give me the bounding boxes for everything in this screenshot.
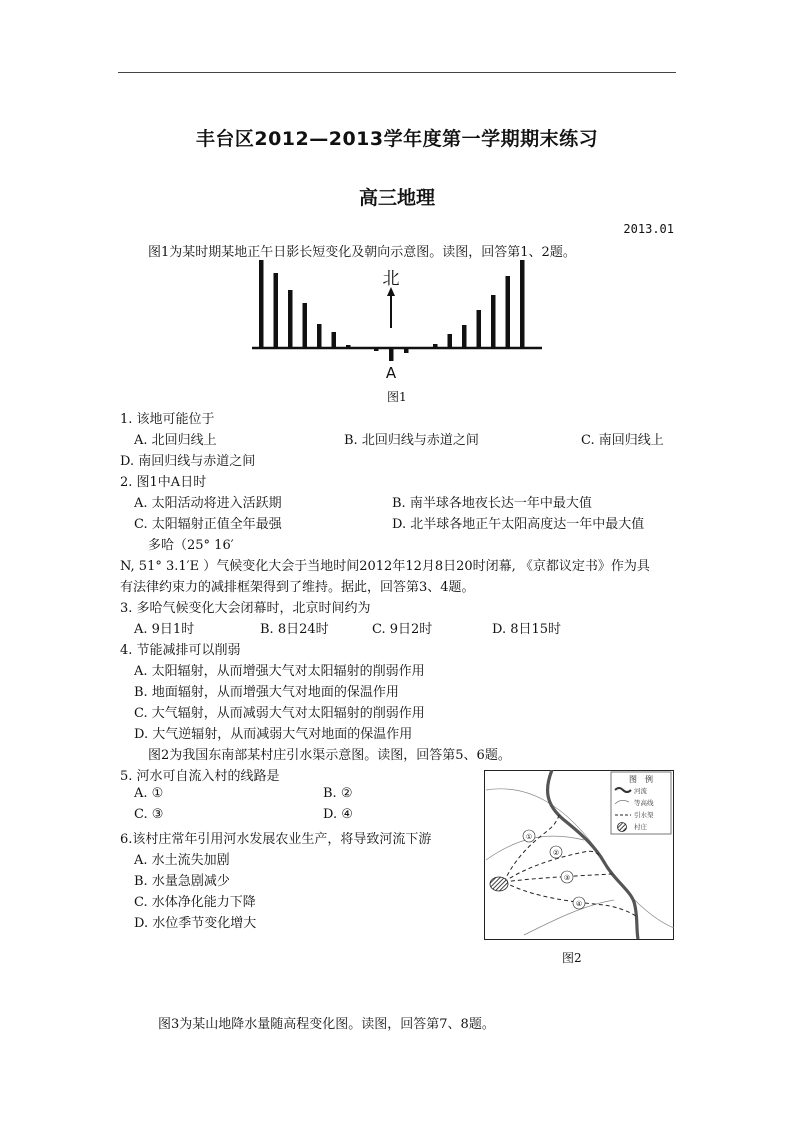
q2-option-c: C. 太阳辐射正值全年最强 xyxy=(134,517,282,532)
q4-option-a: A. 太阳辐射，从而增强大气对太阳辐射的削弱作用 xyxy=(134,664,425,679)
shadow-bar-left-4 xyxy=(303,303,308,348)
north-label: 北 xyxy=(382,269,400,289)
q1-option-d: D. 南回归线与赤道之间 xyxy=(120,454,256,469)
shadow-bar-right-3 xyxy=(462,325,467,348)
passage-line-2: N, 51° 3.1′E ）气候变化大会于当地时间2012年12月8日20时闭幕, 《京都议定书》作为具 xyxy=(120,559,650,574)
q2-option-d: D. 北半球各地正午太阳高度达一年中最大值 xyxy=(392,517,645,532)
shadow-bar-right-6 xyxy=(506,276,511,348)
shadow-bar-left-1 xyxy=(259,260,264,348)
fig1-intro: 图1为某时期某地正午日影长短变化及朝向示意图。读图，回答第1、2题。 xyxy=(148,245,576,260)
fig1-shadow-diagram xyxy=(250,258,545,383)
q3-option-a: A. 9日1时 xyxy=(134,622,195,637)
top-rule xyxy=(118,72,676,73)
shadow-bar-right-2 xyxy=(448,334,453,348)
page-subtitle: 高三地理 xyxy=(358,187,435,209)
q1-option-a: A. 北回归线上 xyxy=(134,433,217,448)
q6-option-d: D. 水位季节变化增大 xyxy=(134,916,257,931)
q4-stem: 4. 节能减排可以削弱 xyxy=(120,643,241,658)
q4-option-d: D. 大气逆辐射，从而减弱大气对地面的保温作用 xyxy=(134,727,413,742)
shadow-bar-left-5 xyxy=(317,324,322,348)
q3-option-c: C. 9日2时 xyxy=(372,622,433,637)
legend-canal-label: 引水渠 xyxy=(634,811,654,819)
shadow-bar-left-2 xyxy=(274,273,279,348)
q3-option-d: D. 8日15时 xyxy=(492,622,562,637)
fig3-intro: 图3为某山地降水量随高程变化图。读图，回答第7、8题。 xyxy=(158,1017,495,1032)
q6-stem: 6.该村庄常年引用河水发展农业生产，将导致河流下游 xyxy=(120,832,432,847)
q6-option-a: A. 水土流失加剧 xyxy=(134,853,230,868)
q4-option-b: B. 地面辐射，从而增强大气对地面的保温作用 xyxy=(134,685,399,700)
q3-option-b: B. 8日24时 xyxy=(260,622,329,637)
q5-option-c: C. ③ xyxy=(134,807,164,822)
q1-stem: 1. 该地可能位于 xyxy=(120,412,215,427)
q2-option-b: B. 南半球各地夜长达一年中最大值 xyxy=(392,496,592,511)
passage-line-3: 有法律约束力的减排框架得到了维持。据此，回答第3、4题。 xyxy=(120,580,475,595)
q6-option-b: B. 水量急剧减少 xyxy=(134,874,230,889)
village-icon xyxy=(490,877,508,891)
q6-option-c: C. 水体净化能力下降 xyxy=(134,895,256,910)
shadow-bar-left-3 xyxy=(288,290,293,348)
shadow-bar-right-5 xyxy=(491,295,496,348)
q5-option-a: A. ① xyxy=(134,786,164,801)
a-label: A xyxy=(385,364,397,382)
route-label-4: ④ xyxy=(575,900,583,908)
shadow-bar-below-2 xyxy=(389,348,394,361)
shadow-bar-right-7 xyxy=(520,260,525,348)
legend-river-label: 河流 xyxy=(634,787,647,795)
q5-option-d: D. ④ xyxy=(323,807,353,822)
route-label-2: ② xyxy=(552,849,560,857)
q3-stem: 3. 多哈气候变化大会闭幕时，北京时间约为 xyxy=(120,601,371,616)
q2-stem: 2. 图1中A日时 xyxy=(120,475,207,490)
q1-option-c: C. 南回归线上 xyxy=(581,433,664,448)
fig2-intro: 图2为我国东南部某村庄引水渠示意图。读图，回答第5、6题。 xyxy=(148,748,511,763)
shadow-bar-left-6 xyxy=(332,332,337,348)
legend-contour-label: 等高线 xyxy=(634,799,654,807)
legend-village-label: 村庄 xyxy=(634,823,647,831)
fig2-caption: 图2 xyxy=(562,951,582,965)
exam-date: 2013.01 xyxy=(623,222,674,236)
q1-option-b: B. 北回归线与赤道之间 xyxy=(344,433,479,448)
route-label-1: ① xyxy=(525,833,533,841)
q5-stem: 5. 河水可自流入村的线路是 xyxy=(120,769,280,784)
q4-option-c: C. 大气辐射，从而减弱大气对太阳辐射的削弱作用 xyxy=(134,706,425,721)
route-label-3: ③ xyxy=(563,874,571,882)
q5-option-b: B. ② xyxy=(323,786,353,801)
legend-title: 图 例 xyxy=(629,775,653,784)
passage-line-1: 多哈（25° 16′ xyxy=(148,538,234,553)
page-title: 丰台区2012—2013学年度第一学期期末练习 xyxy=(195,128,599,150)
shadow-bar-right-4 xyxy=(477,310,482,348)
fig2-canal-map xyxy=(484,770,674,940)
q2-option-a: A. 太阳活动将进入活跃期 xyxy=(134,496,282,511)
fig1-caption: 图1 xyxy=(387,390,407,404)
legend-village-icon xyxy=(618,823,627,832)
